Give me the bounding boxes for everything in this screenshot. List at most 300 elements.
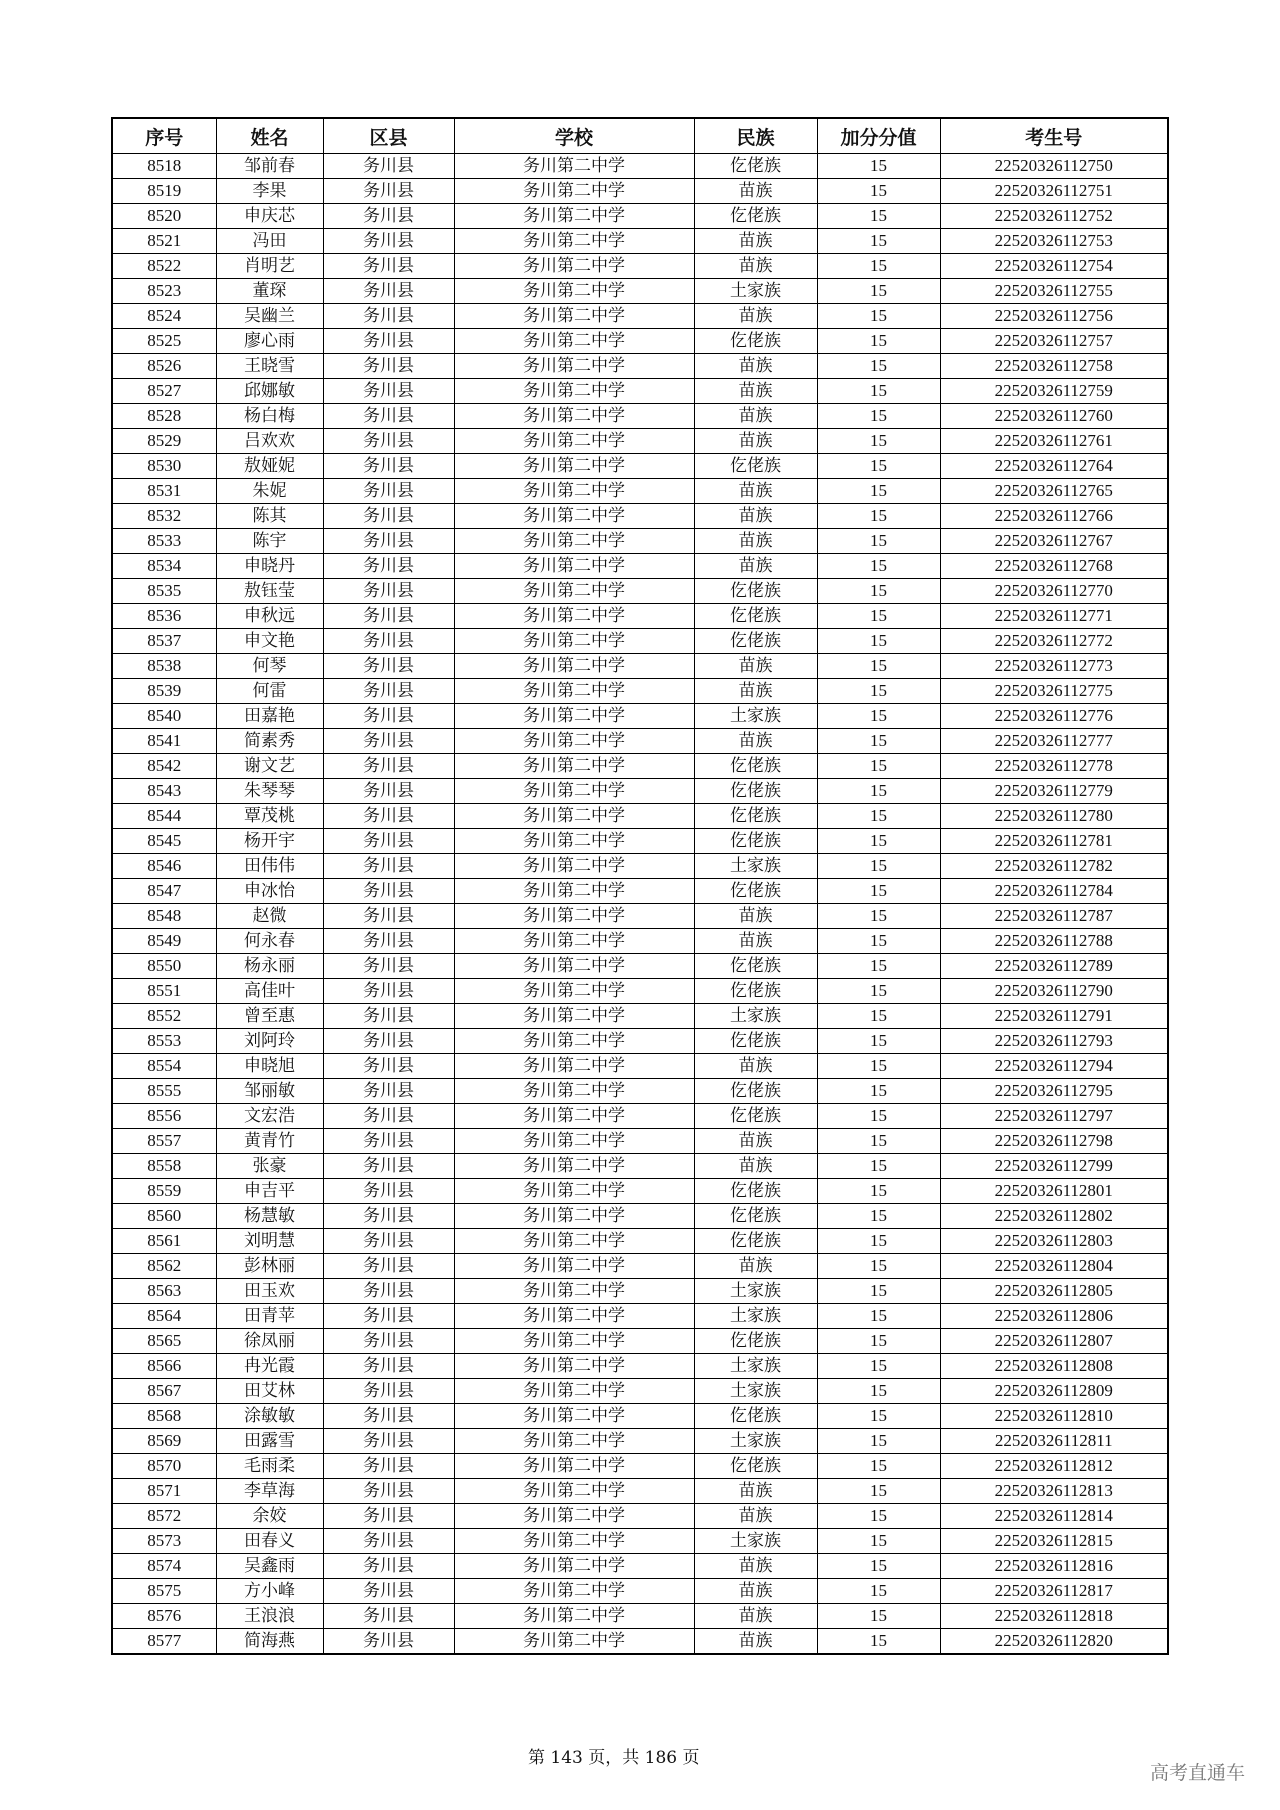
name-cell: 邹前春: [216, 154, 323, 179]
school-cell: 务川第二中学: [454, 1604, 694, 1629]
school-cell: 务川第二中学: [454, 1529, 694, 1554]
school-cell: 务川第二中学: [454, 1579, 694, 1604]
ethnicity-cell: 苗族: [694, 929, 817, 954]
seq-cell: 8543: [112, 779, 216, 804]
school-cell: 务川第二中学: [454, 1029, 694, 1054]
table-row: [112, 179, 1168, 204]
bonus-cell: 15: [817, 854, 940, 879]
name-cell: 陈其: [216, 504, 323, 529]
school-cell: 务川第二中学: [454, 529, 694, 554]
school-cell: 务川第二中学: [454, 304, 694, 329]
seq-cell: 8562: [112, 1254, 216, 1279]
school-cell: 务川第二中学: [454, 1054, 694, 1079]
bonus-cell: 15: [817, 304, 940, 329]
district-cell: 务川县: [323, 1304, 454, 1329]
page-number: 第 143 页，共 186 页: [528, 1748, 700, 1768]
bonus-cell: 15: [817, 454, 940, 479]
district-cell: 务川县: [323, 779, 454, 804]
ethnicity-cell: 苗族: [694, 1579, 817, 1604]
school-cell: 务川第二中学: [454, 1554, 694, 1579]
seq-cell: 8556: [112, 1104, 216, 1129]
school-cell: 务川第二中学: [454, 229, 694, 254]
table-row: [112, 1054, 1168, 1079]
exam-id-cell: 22520326112801: [940, 1179, 1168, 1204]
district-cell: 务川县: [323, 1104, 454, 1129]
school-cell: 务川第二中学: [454, 1279, 694, 1304]
candidate-table: [111, 117, 1169, 1655]
seq-cell: 8563: [112, 1279, 216, 1304]
bonus-cell: 15: [817, 604, 940, 629]
ethnicity-cell: 苗族: [694, 179, 817, 204]
school-cell: 务川第二中学: [454, 504, 694, 529]
school-cell: 务川第二中学: [454, 929, 694, 954]
seq-cell: 8560: [112, 1204, 216, 1229]
seq-cell: 8559: [112, 1179, 216, 1204]
exam-id-cell: 22520326112791: [940, 1004, 1168, 1029]
name-cell: 廖心雨: [216, 329, 323, 354]
ethnicity-cell: 仡佬族: [694, 1329, 817, 1354]
ethnicity-cell: 苗族: [694, 1479, 817, 1504]
seq-cell: 8518: [112, 154, 216, 179]
name-cell: 李果: [216, 179, 323, 204]
name-cell: 吕欢欢: [216, 429, 323, 454]
name-cell: 吴鑫雨: [216, 1554, 323, 1579]
bonus-cell: 15: [817, 229, 940, 254]
district-cell: 务川县: [323, 554, 454, 579]
name-cell: 何永春: [216, 929, 323, 954]
name-cell: 简海燕: [216, 1629, 323, 1655]
seq-cell: 8526: [112, 354, 216, 379]
exam-id-cell: 22520326112784: [940, 879, 1168, 904]
table-row: [112, 1404, 1168, 1429]
table-row: [112, 279, 1168, 304]
seq-cell: 8531: [112, 479, 216, 504]
seq-cell: 8540: [112, 704, 216, 729]
ethnicity-cell: 仡佬族: [694, 1404, 817, 1429]
exam-id-cell: 22520326112770: [940, 579, 1168, 604]
bonus-cell: 15: [817, 429, 940, 454]
name-cell: 毛雨柔: [216, 1454, 323, 1479]
district-cell: 务川县: [323, 204, 454, 229]
bonus-cell: 15: [817, 1479, 940, 1504]
name-cell: 徐凤丽: [216, 1329, 323, 1354]
seq-cell: 8535: [112, 579, 216, 604]
table-row: [112, 579, 1168, 604]
ethnicity-cell: 仡佬族: [694, 604, 817, 629]
district-cell: 务川县: [323, 379, 454, 404]
table-row: [112, 504, 1168, 529]
name-cell: 肖明艺: [216, 254, 323, 279]
exam-id-cell: 22520326112820: [940, 1629, 1168, 1655]
bonus-cell: 15: [817, 279, 940, 304]
bonus-cell: 15: [817, 1529, 940, 1554]
bonus-cell: 15: [817, 679, 940, 704]
name-cell: 王浪浪: [216, 1604, 323, 1629]
table-row: [112, 304, 1168, 329]
bonus-cell: 15: [817, 179, 940, 204]
seq-cell: 8568: [112, 1404, 216, 1429]
school-cell: 务川第二中学: [454, 204, 694, 229]
bonus-cell: 15: [817, 629, 940, 654]
ethnicity-cell: 土家族: [694, 1304, 817, 1329]
district-cell: 务川县: [323, 1479, 454, 1504]
name-cell: 刘明慧: [216, 1229, 323, 1254]
table-row: [112, 954, 1168, 979]
ethnicity-cell: 土家族: [694, 1529, 817, 1554]
school-cell: 务川第二中学: [454, 804, 694, 829]
seq-cell: 8561: [112, 1229, 216, 1254]
table-row: [112, 1254, 1168, 1279]
exam-id-cell: 22520326112806: [940, 1304, 1168, 1329]
bonus-cell: 15: [817, 1329, 940, 1354]
header-district: 区县: [323, 118, 454, 154]
ethnicity-cell: 苗族: [694, 479, 817, 504]
ethnicity-cell: 苗族: [694, 904, 817, 929]
exam-id-cell: 22520326112765: [940, 479, 1168, 504]
school-cell: 务川第二中学: [454, 1379, 694, 1404]
bonus-cell: 15: [817, 979, 940, 1004]
seq-cell: 8538: [112, 654, 216, 679]
table-row: [112, 454, 1168, 479]
district-cell: 务川县: [323, 329, 454, 354]
district-cell: 务川县: [323, 429, 454, 454]
ethnicity-cell: 仡佬族: [694, 1179, 817, 1204]
school-cell: 务川第二中学: [454, 1454, 694, 1479]
bonus-cell: 15: [817, 1554, 940, 1579]
bonus-cell: 15: [817, 1204, 940, 1229]
name-cell: 涂敏敏: [216, 1404, 323, 1429]
name-cell: 杨白梅: [216, 404, 323, 429]
exam-id-cell: 22520326112756: [940, 304, 1168, 329]
exam-id-cell: 22520326112803: [940, 1229, 1168, 1254]
seq-cell: 8534: [112, 554, 216, 579]
exam-id-cell: 22520326112768: [940, 554, 1168, 579]
school-cell: 务川第二中学: [454, 479, 694, 504]
seq-cell: 8530: [112, 454, 216, 479]
bonus-cell: 15: [817, 729, 940, 754]
exam-id-cell: 22520326112809: [940, 1379, 1168, 1404]
name-cell: 申冰怡: [216, 879, 323, 904]
exam-id-cell: 22520326112758: [940, 354, 1168, 379]
header-school: 学校: [454, 118, 694, 154]
seq-cell: 8532: [112, 504, 216, 529]
table-row: [112, 879, 1168, 904]
exam-id-cell: 22520326112805: [940, 1279, 1168, 1304]
school-cell: 务川第二中学: [454, 154, 694, 179]
table-row: [112, 829, 1168, 854]
district-cell: 务川县: [323, 1279, 454, 1304]
exam-id-cell: 22520326112759: [940, 379, 1168, 404]
school-cell: 务川第二中学: [454, 854, 694, 879]
ethnicity-cell: 土家族: [694, 1004, 817, 1029]
name-cell: 杨慧敏: [216, 1204, 323, 1229]
exam-id-cell: 22520326112751: [940, 179, 1168, 204]
name-cell: 何琴: [216, 654, 323, 679]
bonus-cell: 15: [817, 1579, 940, 1604]
table-row: [112, 654, 1168, 679]
table-row: [112, 704, 1168, 729]
name-cell: 田露雪: [216, 1429, 323, 1454]
table-row: [112, 1504, 1168, 1529]
table-row: [112, 1179, 1168, 1204]
school-cell: 务川第二中学: [454, 904, 694, 929]
ethnicity-cell: 苗族: [694, 254, 817, 279]
bonus-cell: 15: [817, 329, 940, 354]
exam-id-cell: 22520326112780: [940, 804, 1168, 829]
district-cell: 务川县: [323, 1179, 454, 1204]
table-header-row: [112, 118, 1168, 154]
ethnicity-cell: 苗族: [694, 379, 817, 404]
table-row: [112, 404, 1168, 429]
name-cell: 朱妮: [216, 479, 323, 504]
district-cell: 务川县: [323, 1629, 454, 1655]
bonus-cell: 15: [817, 1304, 940, 1329]
district-cell: 务川县: [323, 929, 454, 954]
district-cell: 务川县: [323, 1329, 454, 1354]
seq-cell: 8533: [112, 529, 216, 554]
table-row: [112, 1004, 1168, 1029]
school-cell: 务川第二中学: [454, 954, 694, 979]
school-cell: 务川第二中学: [454, 1179, 694, 1204]
district-cell: 务川县: [323, 1029, 454, 1054]
seq-cell: 8525: [112, 329, 216, 354]
exam-id-cell: 22520326112750: [940, 154, 1168, 179]
table-row: [112, 1554, 1168, 1579]
district-cell: 务川县: [323, 1529, 454, 1554]
district-cell: 务川县: [323, 704, 454, 729]
exam-id-cell: 22520326112778: [940, 754, 1168, 779]
bonus-cell: 15: [817, 1354, 940, 1379]
seq-cell: 8527: [112, 379, 216, 404]
bonus-cell: 15: [817, 154, 940, 179]
table-row: [112, 1329, 1168, 1354]
table-row: [112, 154, 1168, 179]
name-cell: 方小峰: [216, 1579, 323, 1604]
district-cell: 务川县: [323, 454, 454, 479]
school-cell: 务川第二中学: [454, 879, 694, 904]
ethnicity-cell: 苗族: [694, 1554, 817, 1579]
table-row: [112, 254, 1168, 279]
ethnicity-cell: 仡佬族: [694, 804, 817, 829]
seq-cell: 8575: [112, 1579, 216, 1604]
school-cell: 务川第二中学: [454, 554, 694, 579]
seq-cell: 8542: [112, 754, 216, 779]
school-cell: 务川第二中学: [454, 1404, 694, 1429]
ethnicity-cell: 苗族: [694, 429, 817, 454]
seq-cell: 8541: [112, 729, 216, 754]
ethnicity-cell: 土家族: [694, 854, 817, 879]
seq-cell: 8546: [112, 854, 216, 879]
table-row: [112, 1079, 1168, 1104]
name-cell: 杨开宇: [216, 829, 323, 854]
exam-id-cell: 22520326112818: [940, 1604, 1168, 1629]
name-cell: 田艾林: [216, 1379, 323, 1404]
name-cell: 曾至惠: [216, 1004, 323, 1029]
seq-cell: 8529: [112, 429, 216, 454]
bonus-cell: 15: [817, 1429, 940, 1454]
name-cell: 田青苹: [216, 1304, 323, 1329]
bonus-cell: 15: [817, 904, 940, 929]
district-cell: 务川县: [323, 879, 454, 904]
ethnicity-cell: 仡佬族: [694, 1454, 817, 1479]
exam-id-cell: 22520326112799: [940, 1154, 1168, 1179]
bonus-cell: 15: [817, 779, 940, 804]
name-cell: 朱琴琴: [216, 779, 323, 804]
seq-cell: 8566: [112, 1354, 216, 1379]
name-cell: 简素秀: [216, 729, 323, 754]
bonus-cell: 15: [817, 504, 940, 529]
exam-id-cell: 22520326112814: [940, 1504, 1168, 1529]
table-row: [112, 354, 1168, 379]
district-cell: 务川县: [323, 1604, 454, 1629]
ethnicity-cell: 土家族: [694, 704, 817, 729]
table-row: [112, 229, 1168, 254]
ethnicity-cell: 仡佬族: [694, 1229, 817, 1254]
bonus-cell: 15: [817, 354, 940, 379]
exam-id-cell: 22520326112754: [940, 254, 1168, 279]
district-cell: 务川县: [323, 679, 454, 704]
exam-id-cell: 22520326112775: [940, 679, 1168, 704]
exam-id-cell: 22520326112776: [940, 704, 1168, 729]
district-cell: 务川县: [323, 354, 454, 379]
school-cell: 务川第二中学: [454, 704, 694, 729]
district-cell: 务川县: [323, 1229, 454, 1254]
seq-cell: 8544: [112, 804, 216, 829]
ethnicity-cell: 苗族: [694, 229, 817, 254]
table-row: [112, 929, 1168, 954]
district-cell: 务川县: [323, 1129, 454, 1154]
exam-id-cell: 22520326112811: [940, 1429, 1168, 1454]
school-cell: 务川第二中学: [454, 1329, 694, 1354]
bonus-cell: 15: [817, 554, 940, 579]
exam-id-cell: 22520326112788: [940, 929, 1168, 954]
header-name: 姓名: [216, 118, 323, 154]
seq-cell: 8573: [112, 1529, 216, 1554]
table-row: [112, 429, 1168, 454]
school-cell: 务川第二中学: [454, 604, 694, 629]
table-row: [112, 1354, 1168, 1379]
ethnicity-cell: 苗族: [694, 404, 817, 429]
bonus-cell: 15: [817, 1229, 940, 1254]
exam-id-cell: 22520326112793: [940, 1029, 1168, 1054]
exam-id-cell: 22520326112816: [940, 1554, 1168, 1579]
name-cell: 田玉欢: [216, 1279, 323, 1304]
school-cell: 务川第二中学: [454, 1504, 694, 1529]
ethnicity-cell: 土家族: [694, 1429, 817, 1454]
district-cell: 务川县: [323, 1079, 454, 1104]
name-cell: 申晓旭: [216, 1054, 323, 1079]
school-cell: 务川第二中学: [454, 379, 694, 404]
ethnicity-cell: 土家族: [694, 1379, 817, 1404]
bonus-cell: 15: [817, 829, 940, 854]
bonus-cell: 15: [817, 1254, 940, 1279]
table-row: [112, 1204, 1168, 1229]
exam-id-cell: 22520326112767: [940, 529, 1168, 554]
exam-id-cell: 22520326112772: [940, 629, 1168, 654]
ethnicity-cell: 仡佬族: [694, 754, 817, 779]
name-cell: 杨永丽: [216, 954, 323, 979]
seq-cell: 8553: [112, 1029, 216, 1054]
bonus-cell: 15: [817, 754, 940, 779]
table-row: [112, 1154, 1168, 1179]
ethnicity-cell: 土家族: [694, 279, 817, 304]
name-cell: 高佳叶: [216, 979, 323, 1004]
ethnicity-cell: 土家族: [694, 1279, 817, 1304]
table-row: [112, 979, 1168, 1004]
seq-cell: 8551: [112, 979, 216, 1004]
name-cell: 董琛: [216, 279, 323, 304]
seq-cell: 8569: [112, 1429, 216, 1454]
table-row: [112, 1454, 1168, 1479]
ethnicity-cell: 仡佬族: [694, 879, 817, 904]
seq-cell: 8521: [112, 229, 216, 254]
exam-id-cell: 22520326112761: [940, 429, 1168, 454]
ethnicity-cell: 苗族: [694, 679, 817, 704]
name-cell: 田伟伟: [216, 854, 323, 879]
name-cell: 申秋远: [216, 604, 323, 629]
ethnicity-cell: 仡佬族: [694, 204, 817, 229]
district-cell: 务川县: [323, 629, 454, 654]
seq-cell: 8552: [112, 1004, 216, 1029]
table-row: [112, 204, 1168, 229]
name-cell: 谢文艺: [216, 754, 323, 779]
school-cell: 务川第二中学: [454, 279, 694, 304]
exam-id-cell: 22520326112812: [940, 1454, 1168, 1479]
name-cell: 吴幽兰: [216, 304, 323, 329]
district-cell: 务川县: [323, 654, 454, 679]
name-cell: 邱娜敏: [216, 379, 323, 404]
district-cell: 务川县: [323, 1004, 454, 1029]
district-cell: 务川县: [323, 1404, 454, 1429]
ethnicity-cell: 苗族: [694, 1504, 817, 1529]
district-cell: 务川县: [323, 229, 454, 254]
school-cell: 务川第二中学: [454, 654, 694, 679]
table-row: [112, 1229, 1168, 1254]
table-row: [112, 1429, 1168, 1454]
school-cell: 务川第二中学: [454, 404, 694, 429]
seq-cell: 8554: [112, 1054, 216, 1079]
header-bonus: 加分分值: [817, 118, 940, 154]
table-row: [112, 1029, 1168, 1054]
bonus-cell: 15: [817, 1604, 940, 1629]
exam-id-cell: 22520326112810: [940, 1404, 1168, 1429]
district-cell: 务川县: [323, 179, 454, 204]
name-cell: 敖钰莹: [216, 579, 323, 604]
table-row: [112, 779, 1168, 804]
district-cell: 务川县: [323, 754, 454, 779]
ethnicity-cell: 苗族: [694, 504, 817, 529]
school-cell: 务川第二中学: [454, 1254, 694, 1279]
table-row: [112, 1129, 1168, 1154]
ethnicity-cell: 仡佬族: [694, 629, 817, 654]
school-cell: 务川第二中学: [454, 329, 694, 354]
name-cell: 陈宇: [216, 529, 323, 554]
district-cell: 务川县: [323, 854, 454, 879]
name-cell: 刘阿玲: [216, 1029, 323, 1054]
ethnicity-cell: 仡佬族: [694, 1204, 817, 1229]
table-row: [112, 729, 1168, 754]
district-cell: 务川县: [323, 404, 454, 429]
ethnicity-cell: 苗族: [694, 304, 817, 329]
ethnicity-cell: 苗族: [694, 654, 817, 679]
seq-cell: 8574: [112, 1554, 216, 1579]
school-cell: 务川第二中学: [454, 679, 694, 704]
table-row: [112, 1629, 1168, 1655]
exam-id-cell: 22520326112804: [940, 1254, 1168, 1279]
school-cell: 务川第二中学: [454, 1204, 694, 1229]
district-cell: 务川县: [323, 1579, 454, 1604]
ethnicity-cell: 仡佬族: [694, 329, 817, 354]
